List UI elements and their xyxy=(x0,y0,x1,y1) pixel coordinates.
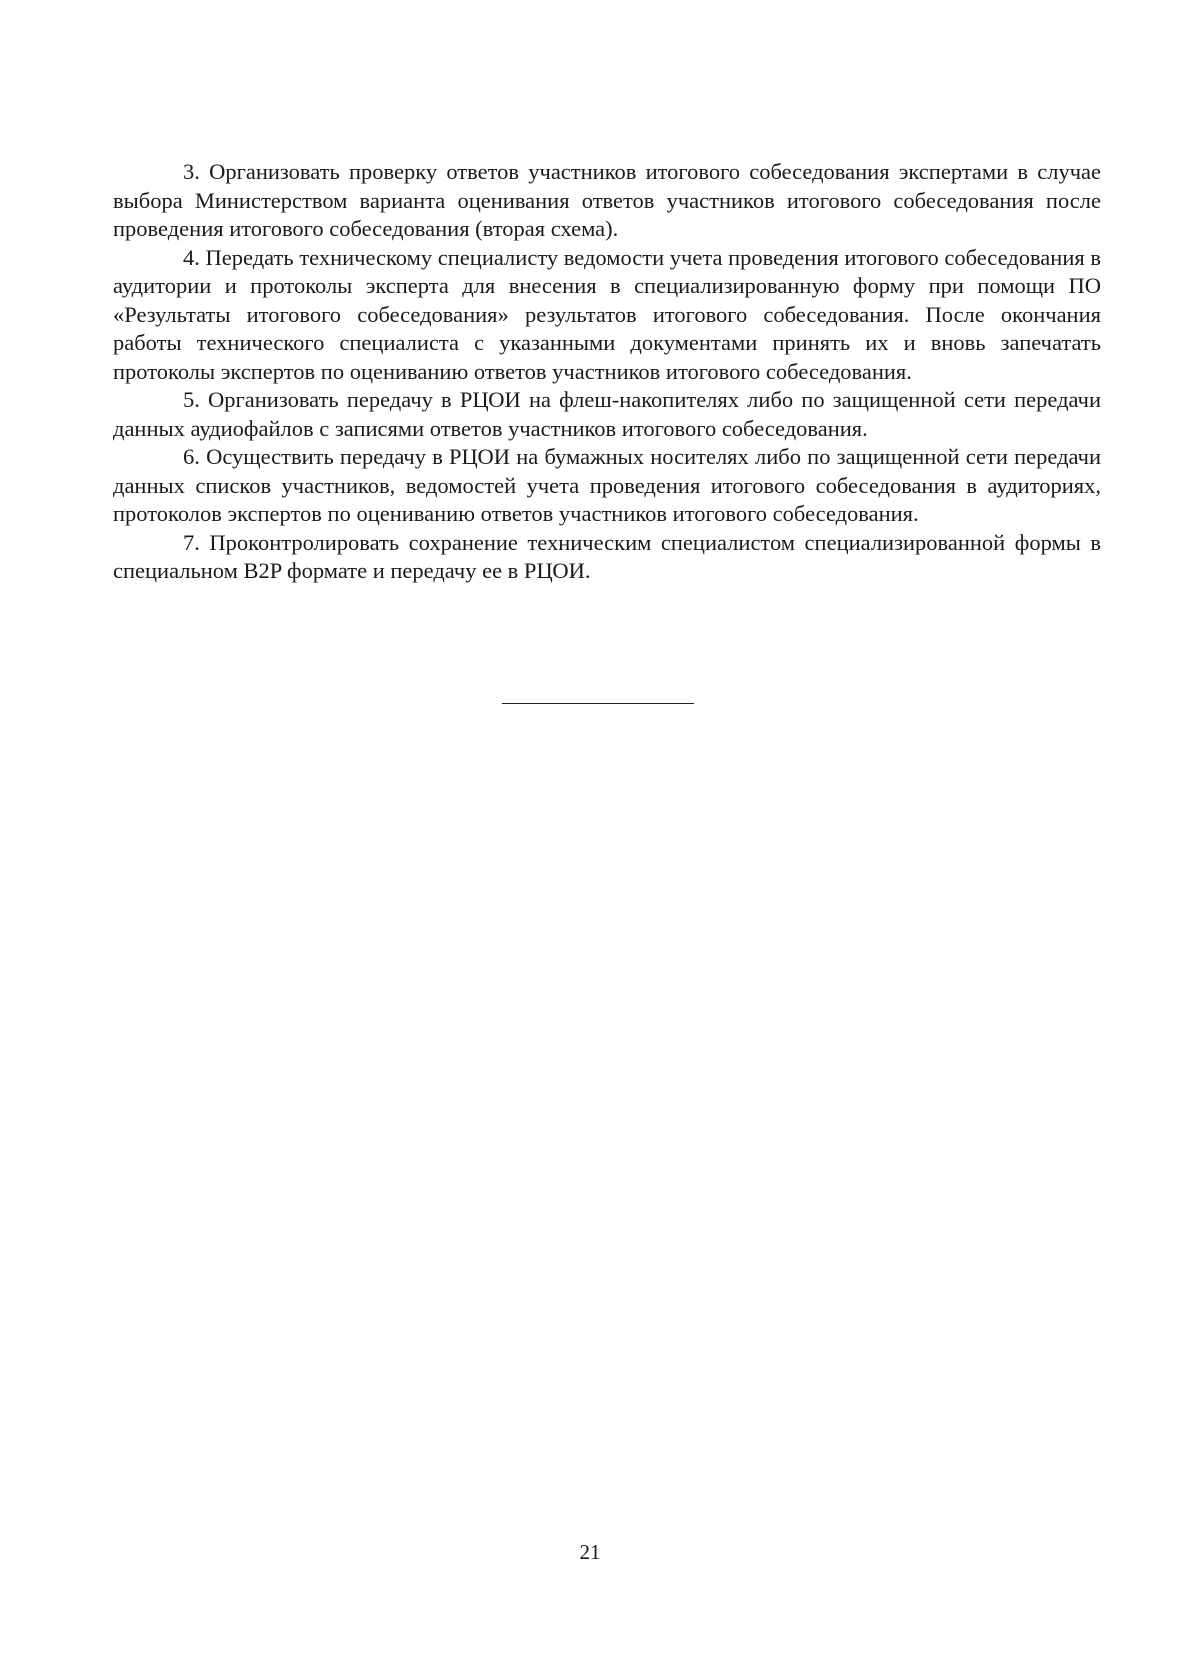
paragraph-item-7: 7. Проконтролировать сохранение техническим специалистом специализированной формы в специальном B2P формате и передачу ее в РЦОИ. xyxy=(113,529,1101,583)
paragraph-item-5: 5. Организовать передачу в РЦОИ на флеш-накопителях либо по защищенной сети передачи данных аудиофайлов с записями ответов участников итогового собеседования. xyxy=(113,387,1101,441)
document-body xyxy=(113,158,1101,586)
paragraph-item-4: 4. Передать техническому специалисту ведомости учета проведения итогового собеседования в аудитории и протоколы эксперта для внесения в специализированную форму при помощи ПО «Результаты итогового собеседования» результатов итогового собеседования. После окончания работы технического специалиста с указанными документами принять их и вновь запечатать протоколы экспертов по оцениванию ответов участников итогового собеседования. xyxy=(113,244,1101,384)
end-of-text-divider xyxy=(502,703,694,704)
paragraph-item-3: 3. Организовать проверку ответов участников итогового собеседования экспертами в случае выбора Министерством варианта оценивания ответов участников итогового собеседования после проведения итогового собеседования (вторая схема). xyxy=(113,159,1101,241)
page-number: 21 xyxy=(579,1540,601,1564)
paragraph-item-6: 6. Осуществить передачу в РЦОИ на бумажных носителях либо по защищенной сети передачи данных списков участников, ведомостей учета проведения итогового собеседования в аудиториях, протоколов экспертов по оцениванию ответов участников итогового собеседования. xyxy=(113,444,1101,526)
